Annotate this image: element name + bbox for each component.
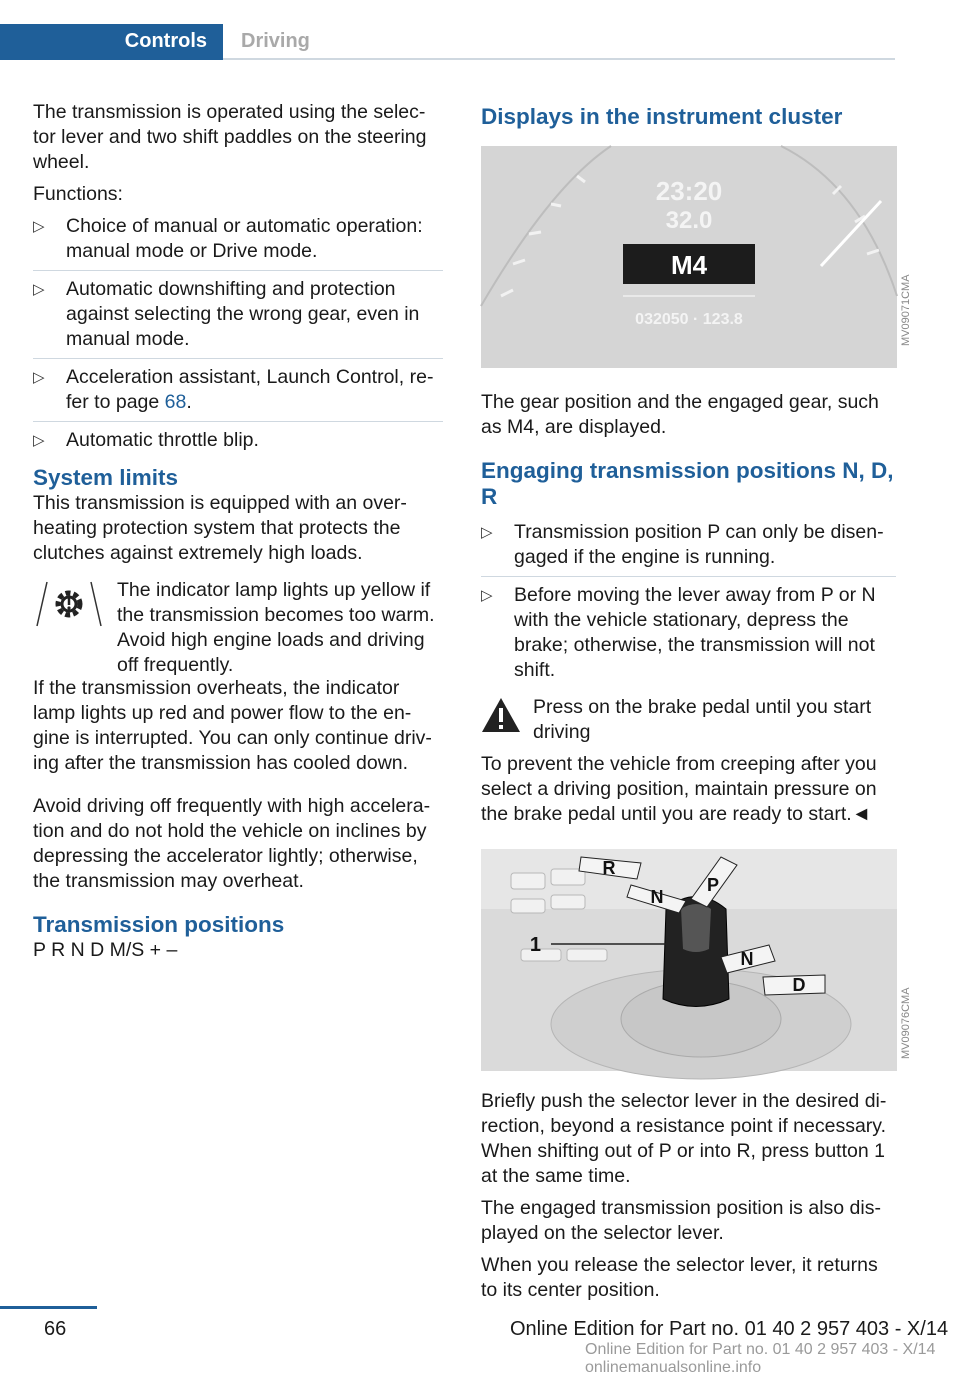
lever-label-n-top: N [650, 887, 664, 907]
displays-heading: Displays in the instrument cluster [481, 104, 843, 129]
selector-lever-image [481, 849, 912, 1071]
intro-paragraph: The transmission is operated using the selec-tor lever and two shift paddles on the steering wheel. [33, 101, 427, 173]
page-header [0, 24, 895, 62]
list-item: ▷ Automatic downshifting and protection against selecting the wrong gear, even in manual mode. [33, 277, 443, 359]
push-text: Briefly push the selector lever in the desired di-rection, beyond a resistance point if necessary. When shifting out of P or into R, press button 1 at the same time. [481, 1090, 887, 1187]
image-code: MV09071CMA [900, 274, 912, 346]
triangle-bullet-icon: ▷ [481, 524, 493, 541]
section-tab-controls[interactable]: Controls [0, 24, 223, 60]
lever-callout-1: 1 [529, 934, 541, 956]
release-text: When you release the selector lever, it returns to its center position. [481, 1254, 878, 1301]
list-item: ▷ Automatic throttle blip. [33, 429, 259, 451]
image-code: MV09076CMA [900, 987, 912, 1059]
transmission-temperature-icon [33, 578, 103, 630]
page-number: 66 [44, 1318, 67, 1340]
triangle-bullet-icon: ▷ [33, 432, 45, 449]
system-limits-text: This transmission is equipped with an over-heating protection system that protects the clutches against extremely high loads. [33, 492, 407, 564]
lever-label-n-bottom: N [740, 949, 754, 969]
cluster-odometer: 032050 · 123.8 [635, 311, 743, 328]
cluster-gear-display: M4 [670, 250, 708, 280]
cluster-temperature: 32.0 [665, 207, 713, 234]
triangle-bullet-icon: ▷ [33, 369, 45, 386]
lever-label-p: P [706, 875, 720, 895]
engaged-text: The engaged transmission position is also dis-played on the selector lever. [481, 1197, 881, 1244]
instrument-cluster-image [481, 146, 912, 368]
triangle-bullet-icon: ▷ [481, 587, 493, 604]
warning-block [481, 695, 896, 745]
indicator-note [33, 578, 443, 678]
list-item: ▷ Acceleration assistant, Launch Control, re-fer to page 68. [33, 365, 443, 422]
lever-label-r: R [602, 858, 616, 878]
list-item: ▷ Choice of manual or automatic operation: manual mode or Drive mode. [33, 214, 443, 271]
functions-label: Functions: [33, 183, 123, 205]
engaging-heading: Engaging transmission positions N, D, R [481, 458, 894, 509]
list-item: ▷ Transmission position P can only be disen-gaged if the engine is running. [481, 520, 896, 577]
transmission-positions-heading: Transmission positions [33, 912, 285, 937]
footer-edition: Online Edition for Part no. 01 40 2 957 403 - X/14 [510, 1318, 949, 1340]
lever-label-d: D [792, 975, 806, 995]
avoid-paragraph: Avoid driving off frequently with high accelera-tion and do not hold the vehicle on inclines by depressing the accelerator lightly; otherwise, the transmission may overheat. [33, 795, 431, 892]
triangle-bullet-icon: ▷ [33, 218, 45, 235]
functions-list [33, 214, 443, 459]
header-rule [223, 58, 895, 60]
cluster-time: 23:20 [655, 176, 723, 206]
overheat-paragraph: If the transmission overheats, the indicator lamp lights up red and power flow to the en-gine is interrupted. You can only continue driv-ing after the transmission has cooled down. [33, 677, 432, 774]
section-tab-driving[interactable]: Driving [241, 30, 310, 52]
system-limits-heading: System limits [33, 465, 179, 490]
right-column [481, 100, 912, 1310]
warning-triangle-icon [481, 697, 521, 733]
indicator-text: The indicator lamp lights up yellow if the transmission becomes too warm. Avoid high engine loads and driving off frequently. [117, 579, 435, 676]
left-column [33, 100, 443, 970]
list-item: ▷ Before moving the lever away from P or N with the vehicle stationary, depress the brake; otherwise, the transmission will not shift. [481, 584, 876, 681]
engaging-list [481, 520, 896, 689]
footer-rule [0, 1306, 97, 1309]
gear-text: The gear position and the engaged gear, such as M4, are displayed. [481, 391, 879, 438]
page-link[interactable]: 68 [164, 391, 187, 413]
warning-body: To prevent the vehicle from creeping after you select a driving position, maintain pressure on the brake pedal until you are ready to start.◄ [481, 753, 877, 825]
positions-text: P R N D M/S + – [33, 939, 178, 961]
warning-title: Press on the brake pedal until you start driving [533, 696, 872, 743]
watermark-text: Online Edition for Part no. 01 40 2 957 403 - X/14 onlinemanualsonline.info [585, 1341, 936, 1376]
triangle-bullet-icon: ▷ [33, 281, 45, 298]
